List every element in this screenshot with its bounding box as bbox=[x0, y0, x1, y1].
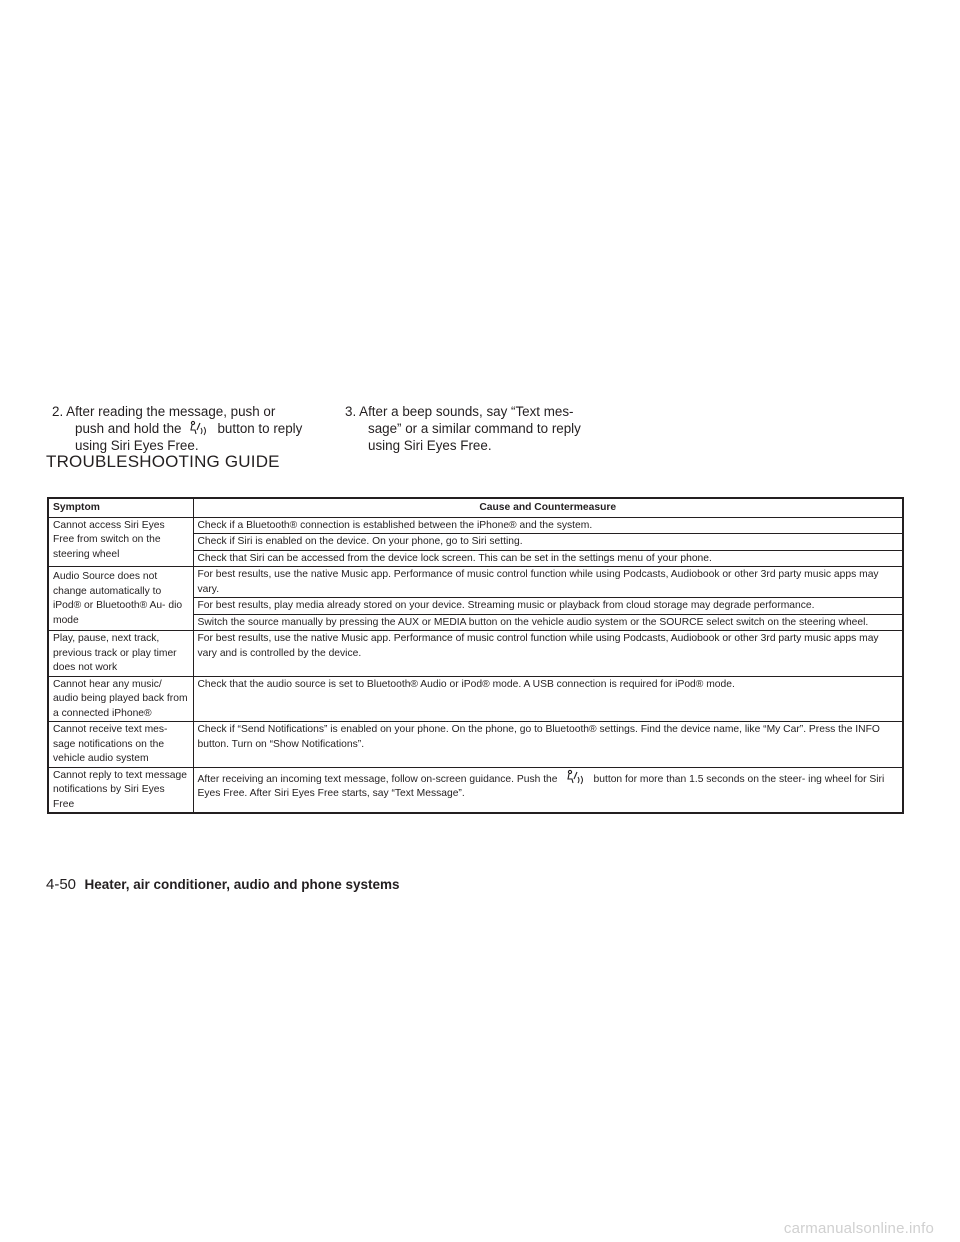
step-2-line-2-text: push and hold the bbox=[75, 421, 182, 436]
step-3-line-1: 3. After a beep sounds, say “Text mes- bbox=[345, 404, 574, 419]
step-3-line-3: using Siri Eyes Free. bbox=[368, 438, 492, 453]
symptom-cell: Cannot access Siri Eyes Free from switch on the steering wheel bbox=[48, 517, 193, 567]
step-3 bbox=[345, 403, 613, 454]
troubleshooting-table bbox=[47, 497, 904, 814]
table-row bbox=[48, 676, 903, 722]
symptom-cell: Cannot hear any music/ audio being played back from a connected iPhone® bbox=[48, 676, 193, 722]
chapter-title: Heater, air conditioner, audio and phone systems bbox=[84, 877, 400, 892]
cause-header: Cause and Countermeasure bbox=[193, 498, 903, 517]
cause-text-part-1: After receiving an incoming text message, follow on-screen guidance. Push the bbox=[197, 773, 558, 785]
symptom-cell: Cannot receive text mes- sage notifications on the vehicle audio system bbox=[48, 722, 193, 768]
watermark: carmanualsonline.info bbox=[783, 1220, 934, 1237]
section-heading: TROUBLESHOOTING GUIDE bbox=[46, 452, 280, 471]
symptom-cell: Play, pause, next track, previous track or play timer does not work bbox=[48, 631, 193, 677]
table-row bbox=[48, 567, 903, 598]
cause-cell: For best results, use the native Music app. Performance of music control function while using Podcasts, Audiobook or other 3rd party music apps may vary. bbox=[193, 567, 903, 598]
step-2 bbox=[52, 403, 320, 454]
cause-cell: Check if Siri is enabled on the device. On your phone, go to Siri setting. bbox=[193, 534, 903, 551]
voice-recognition-icon bbox=[564, 769, 586, 785]
cause-cell: Check if “Send Notifications” is enabled on your phone. On the phone, go to Bluetooth® settings. Find the device name, like “My Car”. Press the INFO button. Turn on “Show Notifications”. bbox=[193, 722, 903, 768]
table-row bbox=[48, 767, 903, 813]
table-row bbox=[48, 631, 903, 677]
step-2-line-2-suffix: button to reply bbox=[217, 421, 303, 436]
cause-cell: Check that the audio source is set to Bluetooth® Audio or iPod® mode. A USB connection is required for iPod® mode. bbox=[193, 676, 903, 722]
symptom-header: Symptom bbox=[48, 498, 193, 517]
cause-cell: Check that Siri can be accessed from the device lock screen. This can be set in the settings menu of your phone. bbox=[193, 550, 903, 567]
cause-cell: For best results, play media already stored on your device. Streaming music or playback from cloud storage may degrade performance. bbox=[193, 598, 903, 615]
cause-cell: Check if a Bluetooth® connection is established between the iPhone® and the system. bbox=[193, 517, 903, 534]
symptom-cell: Audio Source does not change automatically to iPod® or Bluetooth® Au- dio mode bbox=[48, 567, 193, 631]
symptom-cell: Cannot reply to text message notifications by Siri Eyes Free bbox=[48, 767, 193, 813]
page-number: 4-50 bbox=[46, 876, 77, 893]
table-row bbox=[48, 722, 903, 768]
cause-cell bbox=[193, 767, 903, 813]
cause-text-part-2: button for more than 1.5 seconds on the steer- ing wheel for Siri Eyes Free. After Siri Eyes Free starts, say “Text Message”. bbox=[197, 773, 885, 799]
cause-cell: Switch the source manually by pressing the AUX or MEDIA button on the vehicle audio system or the SOURCE select switch on the steering wheel. bbox=[193, 614, 903, 631]
step-2-line-1: 2. After reading the message, push or bbox=[52, 404, 276, 419]
voice-recognition-icon bbox=[187, 420, 209, 436]
step-2-line-3: using Siri Eyes Free. bbox=[75, 438, 199, 453]
table-row bbox=[48, 517, 903, 534]
step-2-line-2 bbox=[52, 420, 320, 437]
page-footer bbox=[46, 876, 400, 894]
cause-cell: For best results, use the native Music app. Performance of music control function while using Podcasts, Audiobook or other 3rd party music apps may vary and is controlled by the device. bbox=[193, 631, 903, 677]
table-header-row bbox=[48, 498, 903, 517]
step-3-line-2: sage” or a similar command to reply bbox=[368, 421, 581, 436]
